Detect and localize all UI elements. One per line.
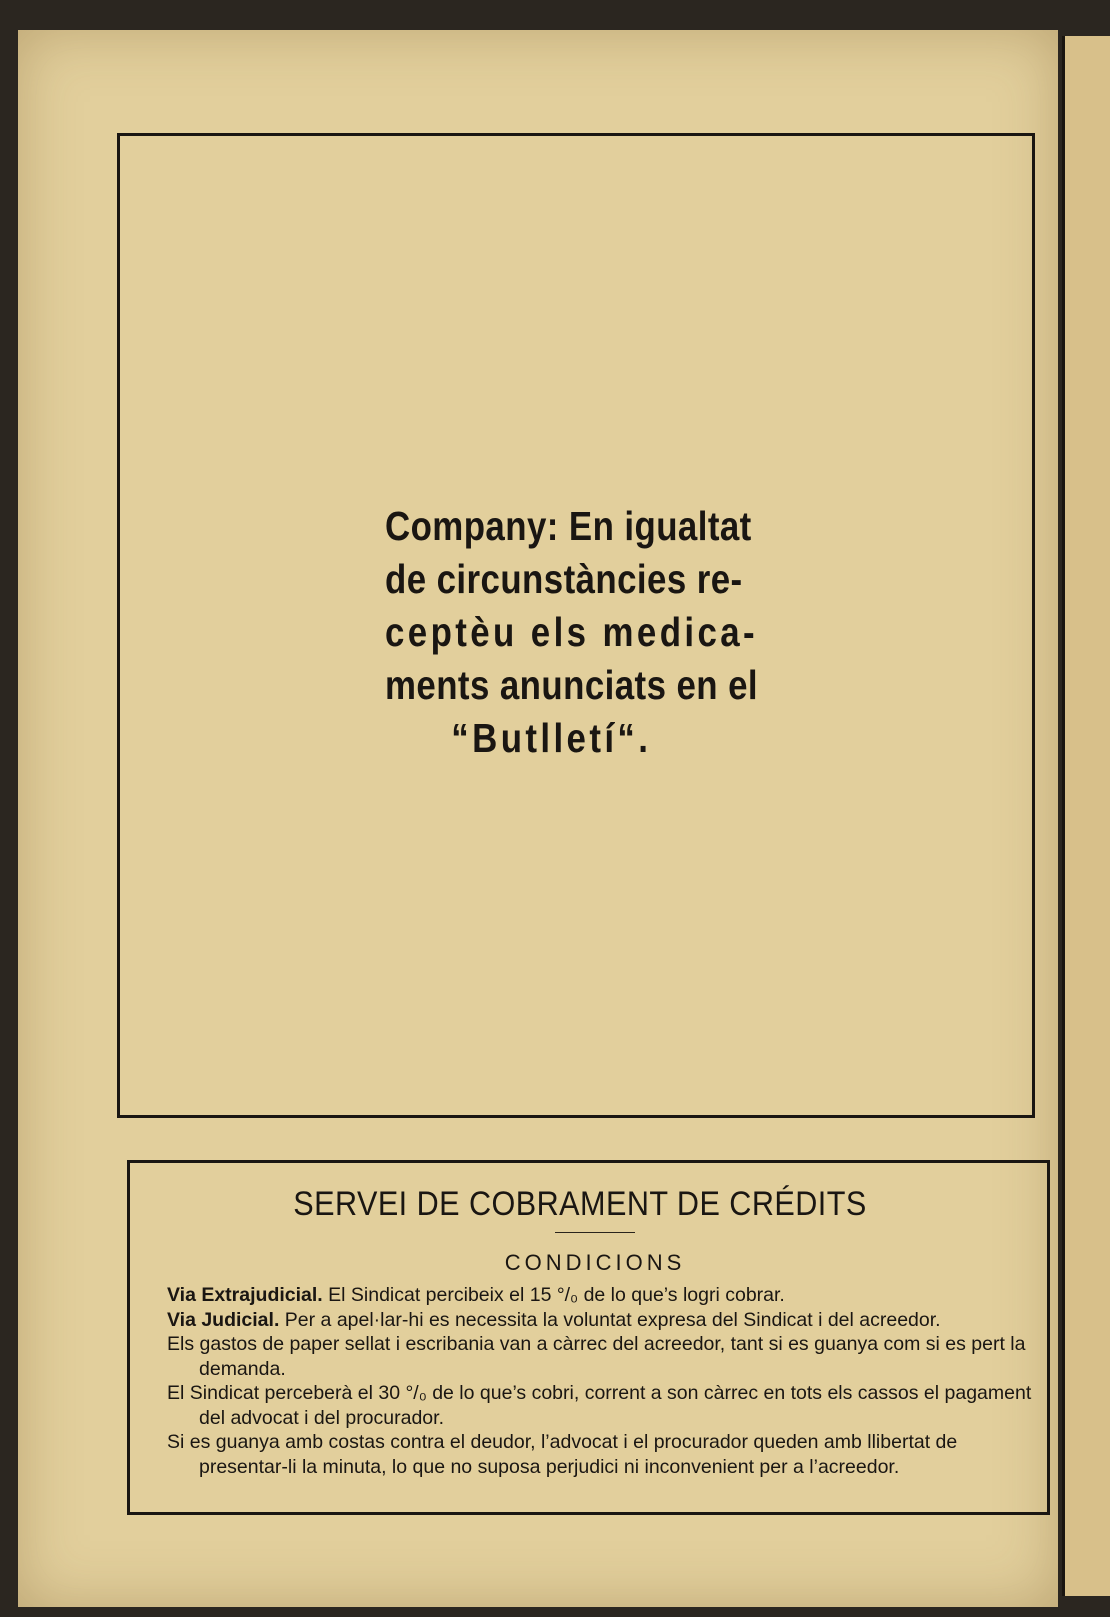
condition-item [167, 1332, 1037, 1381]
condition-item [167, 1308, 1037, 1333]
condition-lead: Via Extrajudicial. [167, 1284, 323, 1306]
notice-line: ments anunciats en el [385, 662, 759, 708]
condition-text: El Sindicat perceberà el 30 °/₀ de lo que’s cobri, corrent a son càrrec en tots els cassos el pagament del advocat i del procurador. [167, 1382, 1032, 1429]
notice-line: ceptèu els medica- [385, 609, 759, 655]
condition-text: Els gastos de paper sellat i escribania van a càrrec del acreedor, tant si es guanya com si es pert la demanda. [167, 1333, 1026, 1380]
page-edge [1062, 36, 1110, 1596]
notice-line: “Butlletí“. [451, 715, 652, 761]
conditions-list [167, 1283, 1037, 1479]
condition-item [167, 1283, 1037, 1308]
condition-text: Si es guanya amb costas contra el deudor, l’advocat i el procurador queden amb llibertat de presentar-li la minuta, lo que no suposa perjudici ni inconvenient per a l’acreedor. [167, 1431, 958, 1478]
condition-item [167, 1430, 1037, 1479]
conditions-title: CONDICIONS [504, 1250, 686, 1275]
condition-lead: Via Judicial. [167, 1308, 280, 1331]
condition-text: El Sindicat percibeix el 15 °/₀ de lo que’s logri cobrar. [322, 1284, 785, 1306]
title-divider [555, 1232, 635, 1233]
notice-line: de circunstàncies re- [385, 556, 743, 602]
condition-text: Per a apel·lar-hi es necessita la voluntat expresa del Sindicat i del acreedor. [279, 1308, 941, 1331]
service-title: SERVEI DE COBRAMENT DE CRÉDITS [293, 1185, 867, 1223]
notice-line: Company: En igualtat [385, 503, 752, 549]
notice-text [385, 500, 759, 765]
condition-item [167, 1381, 1037, 1430]
